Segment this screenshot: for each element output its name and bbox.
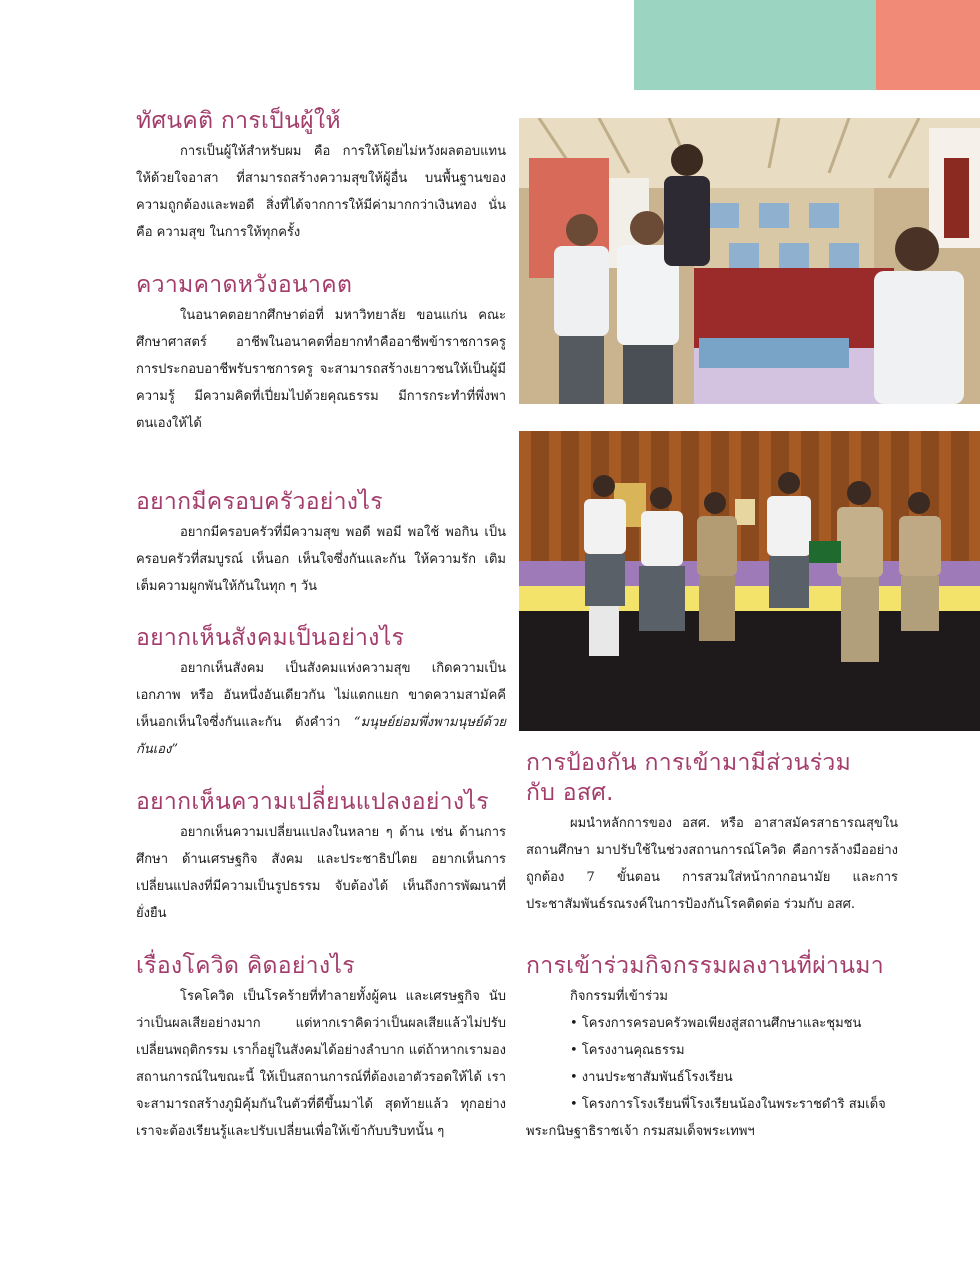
exhibition-photo xyxy=(519,118,980,404)
section-prevention xyxy=(526,748,898,918)
list-item: • โครงการครอบครัวพอเพียงสู่สถานศึกษาและชุมชน xyxy=(570,1016,862,1031)
section-title: การป้องกัน การเข้ามามีส่วนร่วม กับ อสศ. xyxy=(526,750,852,806)
section-body: โรคโควิด เป็นโรคร้ายที่ทำลายทั้งผู้คน และเศรษฐกิจ นับว่าเป็นผลเสียอย่างมาก แต่หากเราคิดว่าเป็นผลเสียแล้วไม่ปรับเปลี่ยนพฤติกรรม เราก็อยู่ในสังคมได้อย่างลำบาก แต่ถ้าหากเรามองสถานการณ์ในขณะนี้ ให้เป็นสถานการณ์ที่ต้องเอาตัวรอดให้ได้ เราจะสามารถสร้างภูมิคุ้มกันในตัวที่ดีขึ้นมาได้ สุดท้ายแล้ว ทุกอย่างเราจะต้องเรียนรู้และปรับเปลี่ยนเพื่อให้เข้ากับบริบทนั้น ๆ xyxy=(136,989,506,1139)
section-covid xyxy=(136,951,506,1145)
section-title: อยากมีครอบครัวอย่างไร xyxy=(136,489,383,515)
section-body: ผมนำหลักการของ อสศ. หรือ อาสาสมัครสาธารณสุขในสถานศึกษา มาปรับใช้ในช่วงสถานการณ์โควิด คือการล้างมืออย่างถูกต้อง 7 ขั้นตอน การสวมใส่หน้ากากอนามัย และการประชาสัมพันธ์รณรงค์ในการป้องกันโรคติดต่อ ร่วมกับ อสศ. xyxy=(526,816,898,912)
section-title: ทัศนคติ การเป็นผู้ให้ xyxy=(136,108,341,134)
section-family xyxy=(136,487,506,600)
list-item: • โครงงานคุณธรรม xyxy=(570,1043,685,1058)
section-title: การเข้าร่วมกิจกรรมผลงานที่ผ่านมา xyxy=(526,953,884,979)
section-body: อยากเห็นสังคม เป็นสังคมแห่งความสุข เกิดความเป็นเอกภาพ หรือ อันหนึ่งอันเดียวกัน ไม่แตกแยก ขาดความสามัคคี เห็นอกเห็นใจซึ่งกันและกัน ดังคำว่า “มนุษย์ย่อมพึ่งพามนุษย์ด้วยกันเอง” xyxy=(136,661,506,757)
section-change xyxy=(136,787,506,927)
section-future xyxy=(136,270,506,437)
section-body: การเป็นผู้ให้สำหรับผม คือ การให้โดยไม่หวังผลตอบแทน ให้ด้วยใจอาสา ที่สามารถสร้างความสุขให้ผู้อื่น บนพื้นฐานของความถูกต้องและพอดี สิ่งที่ได้จากการให้มีค่ามากกว่าเงินทอง นั่นคือ ความสุข ในการให้ทุกครั้ง xyxy=(136,144,506,240)
section-body: อยากเห็นความเปลี่ยนแปลงในหลาย ๆ ด้าน เช่น ด้านการศึกษา ด้านเศรษฐกิจ สังคม และประชาธิปไตย อยากเห็นการเปลี่ยนแปลงที่มีความเป็นรูปธรรม จับต้องได้ เห็นถึงการพัฒนาที่ยั่งยืน xyxy=(136,825,506,921)
section-title: ความคาดหวังอนาคต xyxy=(136,272,353,298)
decor-teal-block xyxy=(634,0,876,90)
activities-list xyxy=(526,1010,898,1145)
list-item: • โครงการโรงเรียนพี่โรงเรียนน้องในพระราชดำริ สมเด็จพระกนิษฐาธิราชเจ้า กรมสมเด็จพระเทพฯ xyxy=(526,1097,886,1139)
section-attitude xyxy=(136,106,506,246)
award-ceremony-photo xyxy=(519,431,980,731)
section-activities xyxy=(526,951,898,1145)
section-body: อยากมีครอบครัวที่มีความสุข พอดี พอมี พอใช้ พอกิน เป็นครอบครัวที่สมบูรณ์ เห็นอก เห็นใจซึ่งกันและกัน ให้ความรัก เติมเต็มความผูกพันให้กันในทุก ๆ วัน xyxy=(136,525,506,594)
list-item: • งานประชาสัมพันธ์โรงเรียน xyxy=(570,1070,733,1085)
section-society xyxy=(136,623,506,763)
section-title: อยากเห็นความเปลี่ยนแปลงอย่างไร xyxy=(136,789,489,815)
activities-intro: กิจกรรมที่เข้าร่วม xyxy=(570,989,668,1004)
decor-coral-block xyxy=(876,0,980,90)
section-title: เรื่องโควิด คิดอย่างไร xyxy=(136,953,355,979)
section-title: อยากเห็นสังคมเป็นอย่างไร xyxy=(136,625,405,651)
section-body: ในอนาคตอยากศึกษาต่อที่ มหาวิทยาลัย ขอนแก่น คณะ ศึกษาศาสตร์ อาชีพในอนาคตที่อยากทำคืออาชีพข้าราชการครู การประกอบอาชีพรับราชการครู จะสามารถสร้างเยาวชนให้เป็นผู้มีความรู้ มีความคิดที่เปี่ยมไปด้วยคุณธรรม มีการกระทำที่พึ่งพาตนเองให้ได้ xyxy=(136,308,506,431)
quote: “มนุษย์ย่อมพึ่งพามนุษย์ด้วยกันเอง” xyxy=(136,715,506,757)
